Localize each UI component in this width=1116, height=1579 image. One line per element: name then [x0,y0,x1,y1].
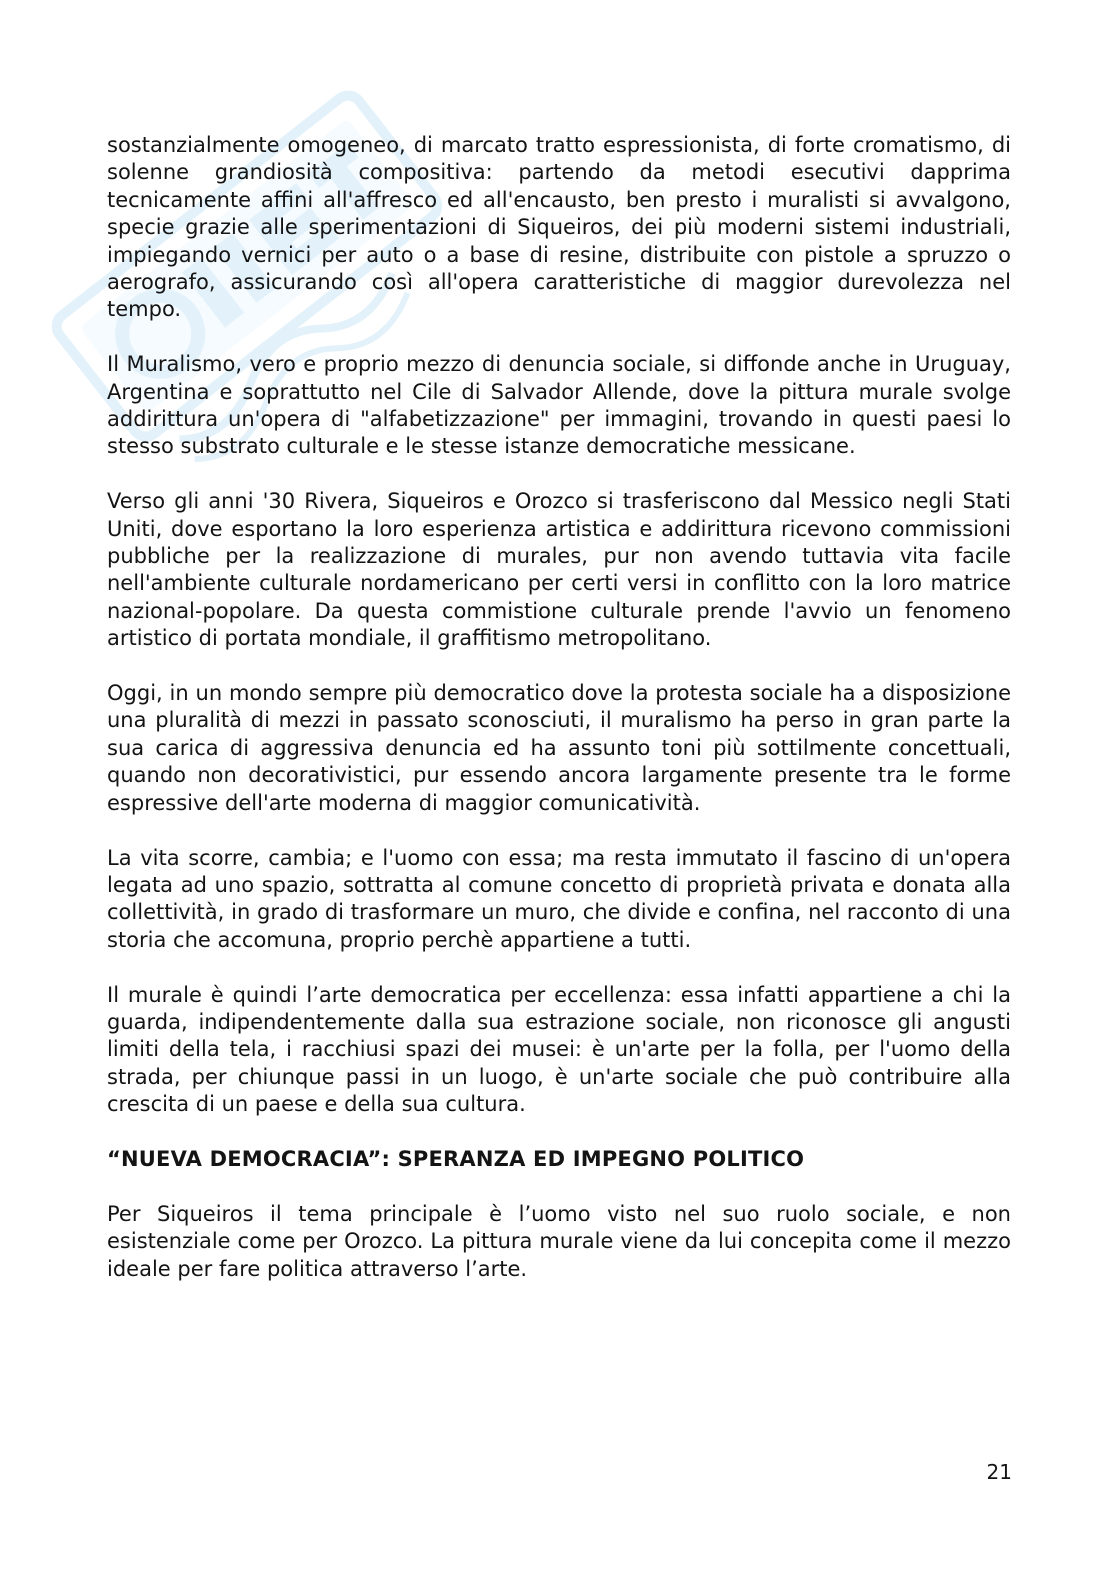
paragraph-4: Oggi, in un mondo sempre più democratico dove la protesta sociale ha a disposizione una pluralità di mezzi in passato sconosciuti, il muralismo ha perso in gran parte la sua carica di aggressiva denuncia ed ha assunto toni più sottilmente concettuali, quando non decorativistici, pur essendo ancora largamente presente tra le forme espressive dell'arte moderna di maggior comunicatività. [107,681,1011,815]
paragraph-7: Per Siqueiros il tema principale è l’uomo visto nel suo ruolo sociale, e non esistenziale come per Orozco. La pittura murale viene da lui concepita come il mezzo ideale per fare politica attraverso l’arte. [107,1201,1011,1281]
paragraph-3: Verso gli anni '30 Rivera, Siqueiros e Orozco si trasferiscono dal Messico negli Stati Uniti, dove esportano la loro esperienza artistica e addirittura ricevono commissioni pubbliche per la realizzazione di murales, pur non avendo tuttavia vita facile nell'ambiente culturale nordamericano per certi versi in conflitto con la loro matrice nazional-popolare. Da questa commistione culturale prende l'avvio un fenomeno artistico di portata mondiale, il graffitismo metropolitano. [107,489,1011,651]
document-body [107,132,1011,1310]
paragraph-2: Il Muralismo, vero e proprio mezzo di denuncia sociale, si diffonde anche in Uruguay, Argentina e soprattutto nel Cile di Salvador Allende, dove la pittura murale svolge addirittura un'opera di "alfabetizzazione" per immagini, trovando in questi paesi lo stesso substrato culturale e le stesse istanze democratiche messicane. [107,352,1011,459]
section-heading: “NUEVA DEMOCRACIA”: SPERANZA ED IMPEGNO POLITICO [107,1146,805,1171]
paragraph-5: La vita scorre, cambia; e l'uomo con essa; ma resta immutato il fascino di un'opera legata ad uno spazio, sottratta al comune concetto di proprietà privata e donata alla collettività, in grado di trasformare un muro, che divide e confina, nel racconto di una storia che accomuna, proprio perchè appartiene a tutti. [107,845,1011,952]
paragraph-1: sostanzialmente omogeneo, di marcato tratto espressionista, di forte cromatismo, di solenne grandiosità compositiva: partendo da metodi esecutivi dapprima tecnicamente affini all'affresco ed all'encausto, ben presto i muralisti si avvalgono, specie grazie alle sperimentazioni di Siqueiros, dei più moderni sistemi industriali, impiegando vernici per auto o a base di resine, distribuite con pistole a spruzzo o aerografo, assicurando così all'opera caratteristiche di maggior durevolezza nel tempo. [107,133,1011,322]
page-number: 21 [986,1460,1012,1484]
paragraph-6: Il murale è quindi l’arte democratica per eccellenza: essa infatti appartiene a chi la guarda, indipendentemente dalla sua estrazione sociale, non riconosce gli angusti limiti della tela, i racchiusi spazi dei musei: è un'arte per la folla, per l'uomo della strada, per chiunque passi in un luogo, è un'arte sociale che può contribuire alla crescita di un paese e della sua cultura. [107,982,1011,1117]
